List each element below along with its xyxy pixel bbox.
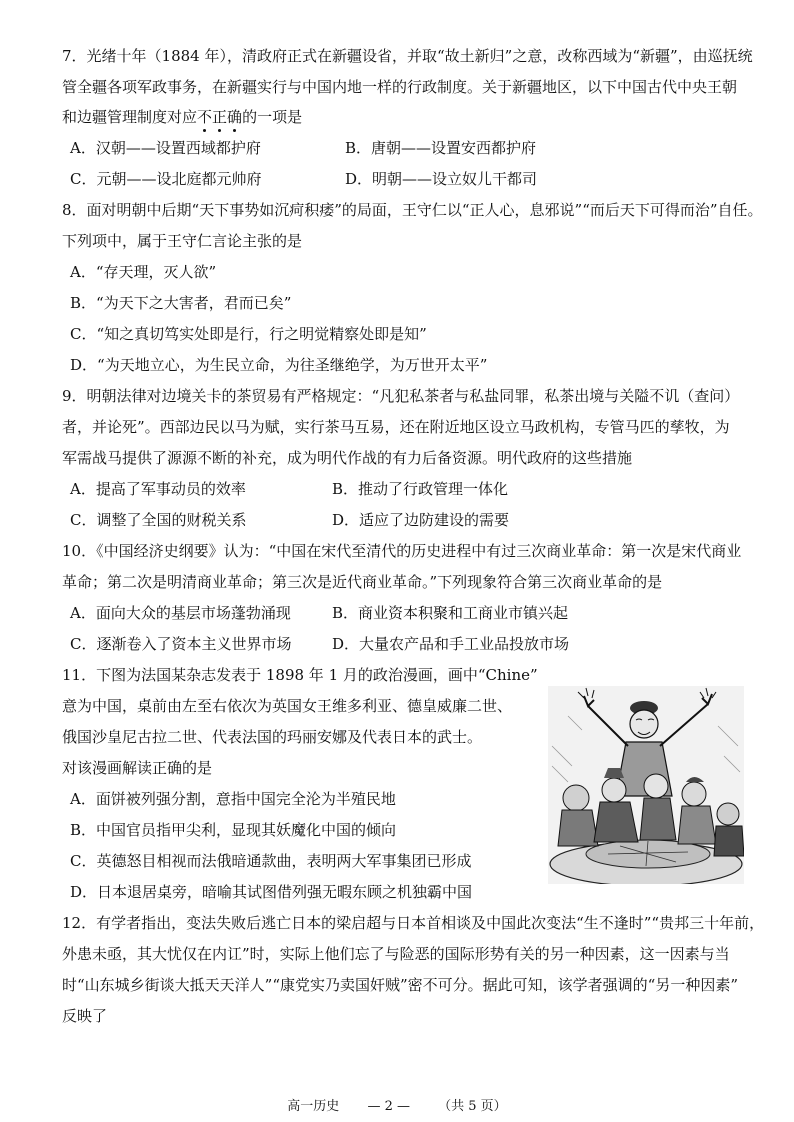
q10-option-c: C．逐渐卷入了资本主义世界市场 — [70, 635, 292, 653]
page-footer — [0, 1095, 794, 1114]
political-cartoon-image — [548, 686, 744, 884]
q9-option-c: C．调整了全国的财税关系 — [70, 511, 247, 529]
q7-option-b: B．唐朝——设置安西都护府 — [345, 139, 537, 157]
q9-option-b: B．推动了行政管理一体化 — [332, 480, 509, 498]
q7-emphasis-char: 确 — [227, 108, 243, 126]
q9-line-2: 者，并论死”。西部边民以马为赋，实行茶马互易，还在附近地区设立马政机构，专管马匹的孳牧，为 — [62, 418, 730, 436]
q11-option-b: B．中国官员指甲尖利，显现其妖魔化中国的倾向 — [70, 821, 397, 839]
q9-option-a: A．提高了军事动员的效率 — [70, 480, 246, 498]
q12-line-1: 12．有学者指出，变法失败后逃亡日本的梁启超与日本首相谈及中国此次变法“生不逢时”“贵邦三十年前， — [62, 914, 765, 932]
q9-line-3: 军需战马提供了源源不断的补充，成为明代作战的有力后备资源。明代政府的这些措施 — [62, 449, 633, 467]
q7-line-3 — [62, 107, 302, 127]
footer-subject: 高一历史 — [287, 1099, 340, 1114]
q12-line-2: 外患未亟，其大忧仅在内讧”时，实际上他们忘了与险恶的国际形势有关的另一种因素，这一因素与当 — [62, 945, 730, 963]
q8-line-2: 下列项中，属于王守仁言论主张的是 — [62, 232, 303, 250]
q9-line-1: 9．明朝法律对边境关卡的茶贸易有严格规定：“凡犯私茶者与私盐同罪，私茶出境与关隘不讥（查问） — [62, 387, 740, 405]
q7-emphasis-char: 正 — [212, 108, 228, 126]
q11-option-a: A．面饼被列强分割，意指中国完全沦为半殖民地 — [70, 790, 396, 808]
q12-line-4: 反映了 — [62, 1007, 108, 1025]
q11-line-4: 对该漫画解读正确的是 — [62, 759, 213, 777]
footer-total-pages: （共 5 页） — [438, 1099, 507, 1114]
q9-option-d: D．适应了边防建设的需要 — [332, 511, 510, 529]
q11-line-2: 意为中国，桌前由左至右依次为英国女王维多利亚、德皇威廉二世、 — [62, 697, 513, 715]
q8-option-d: D．“为天地立心，为生民立命，为往圣继绝学，为万世开太平” — [70, 356, 488, 374]
q7-option-c: C．元朝——设北庭都元帅府 — [70, 170, 262, 188]
q11-option-d: D．日本退居桌旁，暗喻其试图借列强无暇东顾之机独霸中国 — [70, 883, 473, 901]
q8-option-a: A．“存天理，灭人欲” — [70, 263, 217, 281]
q7-option-d: D．明朝——设立奴儿干都司 — [345, 170, 538, 188]
footer-page-number: — 2 — — [367, 1099, 410, 1114]
q7-line-3-post: 的一项是 — [242, 108, 303, 126]
q7-line-3-pre: 和边疆管理制度对应 — [62, 108, 198, 126]
q11-option-c: C．英德怒目相视而法俄暗通款曲，表明两大军事集团已形成 — [70, 852, 472, 870]
q10-option-d: D．大量农产品和手工业品投放市场 — [332, 635, 570, 653]
q7-line-1: 7．光绪十年（1884 年），清政府正式在新疆设省，并取“故土新归”之意，改称西域为“新疆”，由巡抚统 — [62, 47, 753, 65]
q7-option-a: A．汉朝——设置西域都护府 — [70, 139, 261, 157]
q10-option-b: B．商业资本积聚和工商业市镇兴起 — [332, 604, 569, 622]
q10-line-2: 革命；第二次是明清商业革命；第三次是近代商业革命。”下列现象符合第三次商业革命的是 — [62, 573, 663, 591]
q10-line-1: 10．《中国经济史纲要》认为：“中国在宋代至清代的历史进程中有过三次商业革命：第一次是宋代商业 — [62, 542, 742, 560]
q11-line-1: 11．下图为法国某杂志发表于 1898 年 1 月的政治漫画，画中“Chine” — [62, 666, 538, 684]
q7-line-2: 管全疆各项军政事务，在新疆实行与中国内地一样的行政制度。关于新疆地区，以下中国古代中央王朝 — [62, 78, 738, 96]
q12-line-3: 时“山东城乡街谈大抵天天洋人”“康党实乃卖国奸贼”密不可分。据此可知，该学者强调的“另一种因素” — [62, 976, 739, 994]
q8-line-1: 8．面对明朝中后期“天下事势如沉疴积痿”的局面，王守仁以“正人心，息邪说”“而后天下可得而治”自任。 — [62, 201, 763, 219]
q10-option-a: A．面向大众的基层市场蓬勃涌现 — [70, 604, 291, 622]
q8-option-b: B．“为天下之大害者，君而已矣” — [70, 294, 292, 312]
q7-emphasis-char: 不 — [197, 108, 213, 126]
q11-line-3: 俄国沙皇尼古拉二世、代表法国的玛丽安娜及代表日本的武士。 — [62, 728, 483, 746]
q8-option-c: C．“知之真切笃实处即是行，行之明觉精察处即是知” — [70, 325, 427, 343]
